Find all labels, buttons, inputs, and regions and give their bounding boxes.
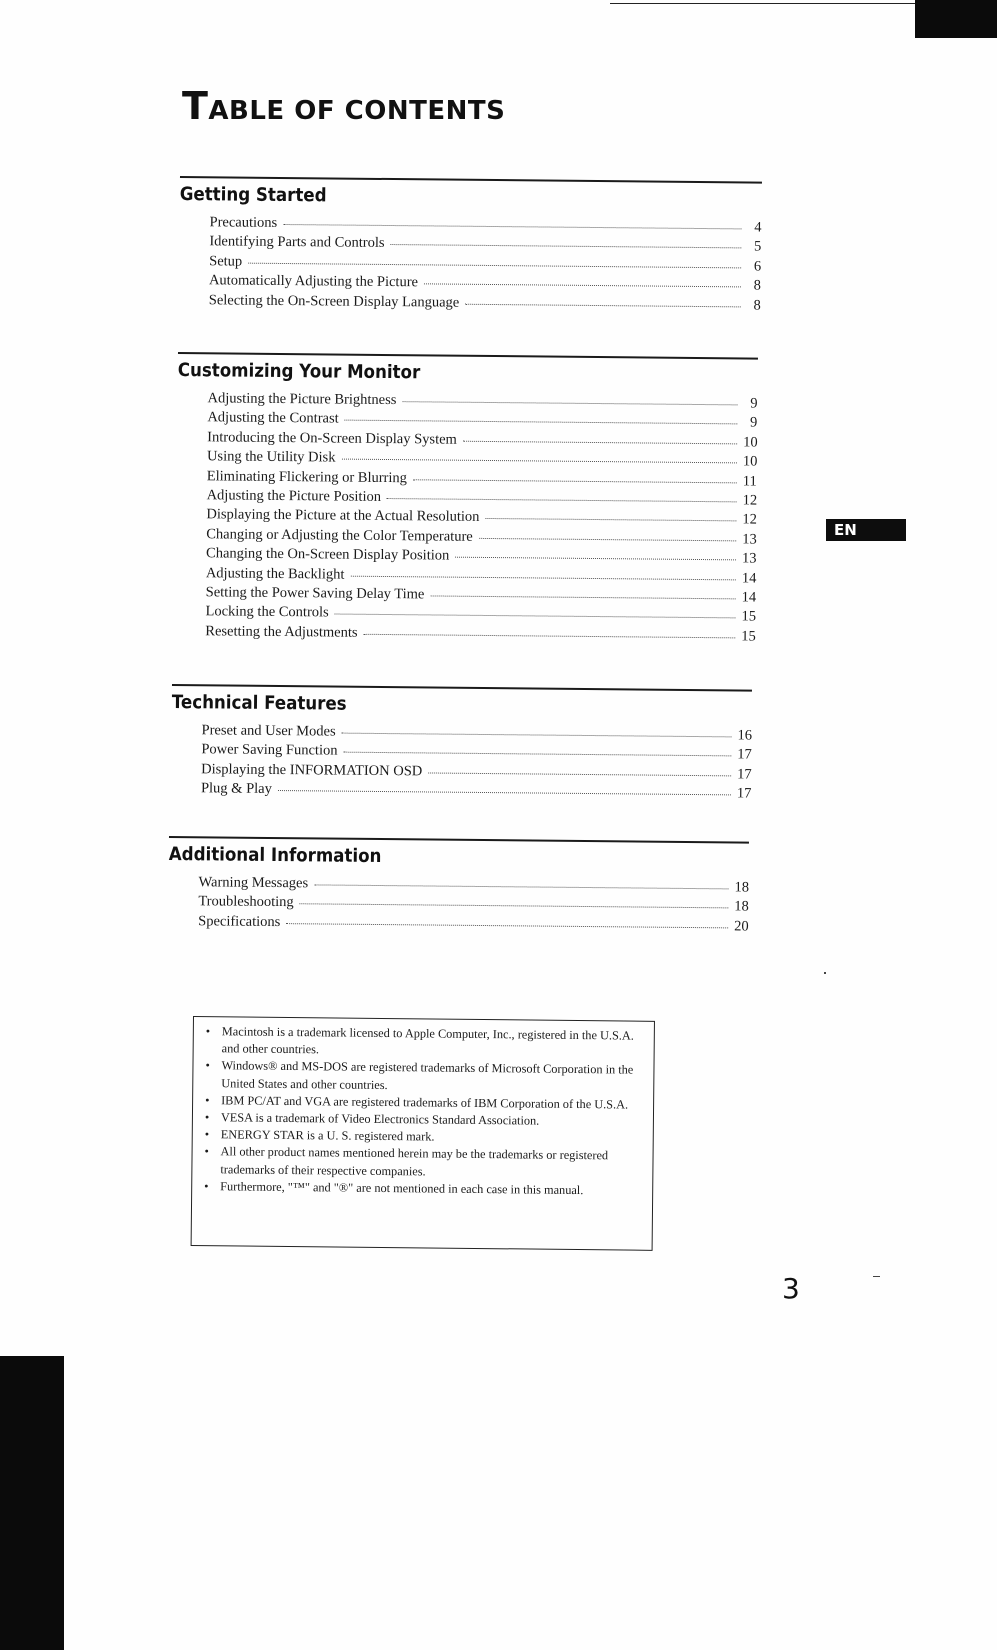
scan-edge-mark-top-right <box>915 0 997 38</box>
toc-entry-page: 13 <box>742 531 757 548</box>
toc-entry-page: 17 <box>737 746 752 763</box>
toc-entry-page: 9 <box>750 414 758 431</box>
scan-speck <box>873 1276 880 1277</box>
toc-entry-page: 16 <box>737 727 753 744</box>
toc-entry-label: Setup <box>209 253 243 270</box>
leader-dots <box>485 508 736 521</box>
leader-dots <box>391 234 742 248</box>
leader-dots <box>387 488 737 502</box>
leader-dots <box>465 293 741 307</box>
toc-entry-label: Adjusting the Picture Position <box>206 487 382 505</box>
toc-entry-label: Adjusting the Picture Brightness <box>207 390 397 409</box>
leader-dots <box>342 723 732 738</box>
toc-entry-label: Warning Messages <box>198 874 309 892</box>
page-title <box>182 84 505 128</box>
toc-entry-label: Identifying Parts and Controls <box>209 233 385 252</box>
toc-entry-label: Precautions <box>209 214 278 231</box>
toc-entry-label: Changing the On-Screen Display Position <box>205 545 450 564</box>
leader-dots <box>463 431 737 445</box>
toc-entry-page: 6 <box>753 258 762 275</box>
toc-entry-page: 18 <box>734 879 750 896</box>
page-number: 3 <box>782 1272 800 1305</box>
toc-section-customizing-your-monitor <box>175 352 758 647</box>
section-rule <box>180 176 762 184</box>
toc-entry-page: 15 <box>741 628 756 645</box>
toc-entry <box>198 912 748 937</box>
toc-entry-page: 14 <box>741 569 757 587</box>
toc-entry-page: 14 <box>741 589 757 606</box>
leader-dots <box>430 585 735 599</box>
toc-entry-label: Setting the Power Saving Delay Time <box>205 584 425 603</box>
title-first-letter: T <box>182 84 209 128</box>
trademark-notice-list <box>204 1023 644 1200</box>
toc-entry-label: Specifications <box>198 913 281 930</box>
leader-dots <box>343 742 731 757</box>
leader-dots <box>424 274 741 288</box>
toc-entry-label: Introducing the On-Screen Display System <box>207 429 457 448</box>
leader-dots <box>428 762 731 776</box>
section-heading: Customizing Your Monitor <box>177 359 421 384</box>
toc-section-additional-information <box>168 836 749 937</box>
toc-entry-page: 10 <box>742 453 758 470</box>
toc-entry-page: 9 <box>750 395 758 412</box>
toc-entry-label: Displaying the INFORMATION OSD <box>201 761 423 780</box>
toc-entry-label: Preset and User Modes <box>201 722 336 740</box>
scan-edge-mark-bottom-left <box>0 1356 64 1650</box>
toc-entry-page: 12 <box>742 492 758 509</box>
leader-dots <box>350 565 736 580</box>
toc-entry-list <box>179 213 762 316</box>
trademark-notice-box <box>191 1016 655 1251</box>
notice-item: • All other product names mentioned herein may be the trademarks or registered trademarks of their respective companies. <box>204 1144 642 1183</box>
section-heading: Technical Features <box>171 691 347 715</box>
toc-entry-page: 17 <box>736 785 752 802</box>
notice-item: • IBM PC/AT and VGA are registered trademarks of IBM Corporation of the U.S.A. <box>205 1092 643 1114</box>
toc-entry-list <box>171 721 752 804</box>
toc-entry-list <box>175 389 757 647</box>
toc-entry-label: Changing or Adjusting the Color Temperature <box>206 526 473 545</box>
leader-dots <box>455 547 736 561</box>
toc-entry-label: Using the Utility Disk <box>206 448 336 466</box>
toc-entry <box>209 291 761 316</box>
toc-entry-label: Power Saving Function <box>201 741 338 759</box>
toc-entry-page: 20 <box>734 918 749 935</box>
section-rule <box>178 352 758 360</box>
leader-dots <box>402 391 737 405</box>
toc-entry-page: 18 <box>734 898 749 915</box>
title-rest: ABLE OF CONTENTS <box>208 96 506 126</box>
toc-entry-label: Selecting the On-Screen Display Language <box>208 291 460 311</box>
notice-item: • Windows® and MS-DOS are registered trademarks of Microsoft Corporation in the United States and other countries. <box>205 1058 643 1097</box>
toc-entry-page: 13 <box>741 550 757 567</box>
scan-speck <box>824 972 826 974</box>
section-rule <box>169 836 749 844</box>
toc-entry-label: Adjusting the Contrast <box>207 409 339 427</box>
leader-dots <box>314 874 729 889</box>
toc-entry-page: 8 <box>753 277 762 294</box>
toc-entry-page: 15 <box>741 608 757 625</box>
toc-entry-page: 10 <box>743 434 758 451</box>
leader-dots <box>345 410 738 425</box>
section-rule <box>172 684 752 692</box>
toc-entry-label: Troubleshooting <box>198 893 294 911</box>
toc-entry-page: 4 <box>754 219 762 236</box>
toc-entry-label: Plug & Play <box>200 780 272 798</box>
toc-entry-label: Eliminating Flickering or Blurring <box>206 467 408 486</box>
section-heading: Additional Information <box>168 843 382 868</box>
toc-entry-page: 12 <box>742 511 757 528</box>
toc-entry-page: 17 <box>737 766 752 783</box>
toc-entry-list <box>168 873 749 937</box>
section-heading: Getting Started <box>179 183 327 207</box>
notice-item: • VESA is a trademark of Video Electronics Standard Association. <box>205 1109 643 1131</box>
toc-entry-label: Locking the Controls <box>205 603 329 621</box>
notice-item: • ENERGY STAR is a U. S. registered mark. <box>205 1126 643 1148</box>
toc-entry-label: Displaying the Picture at the Actual Resolution <box>206 506 480 526</box>
leader-dots <box>413 469 737 483</box>
toc-entry-page: 5 <box>754 238 762 255</box>
toc-entry-page: 11 <box>742 472 757 490</box>
toc-entry-page: 8 <box>753 297 761 314</box>
toc-entry <box>201 779 751 804</box>
scan-edge-line <box>610 3 915 4</box>
toc-entry-label: Resetting the Adjustments <box>205 622 358 641</box>
language-tab-en: EN <box>826 519 906 541</box>
leader-dots <box>479 528 737 541</box>
notice-item: • Macintosh is a trademark licensed to Apple Computer, Inc., registered in the U.S.A. and other countries. <box>206 1023 644 1062</box>
toc-entry-label: Adjusting the Backlight <box>205 564 345 583</box>
notice-item: • Furthermore, "™" and "®" are not mentioned in each case in this manual. <box>204 1178 642 1200</box>
leader-dots <box>283 214 741 229</box>
toc-entry <box>205 622 755 647</box>
leader-dots <box>364 623 736 638</box>
toc-section-getting-started <box>179 176 762 316</box>
toc-entry-label: Automatically Adjusting the Picture <box>208 272 419 291</box>
toc-section-technical-features <box>171 684 752 804</box>
